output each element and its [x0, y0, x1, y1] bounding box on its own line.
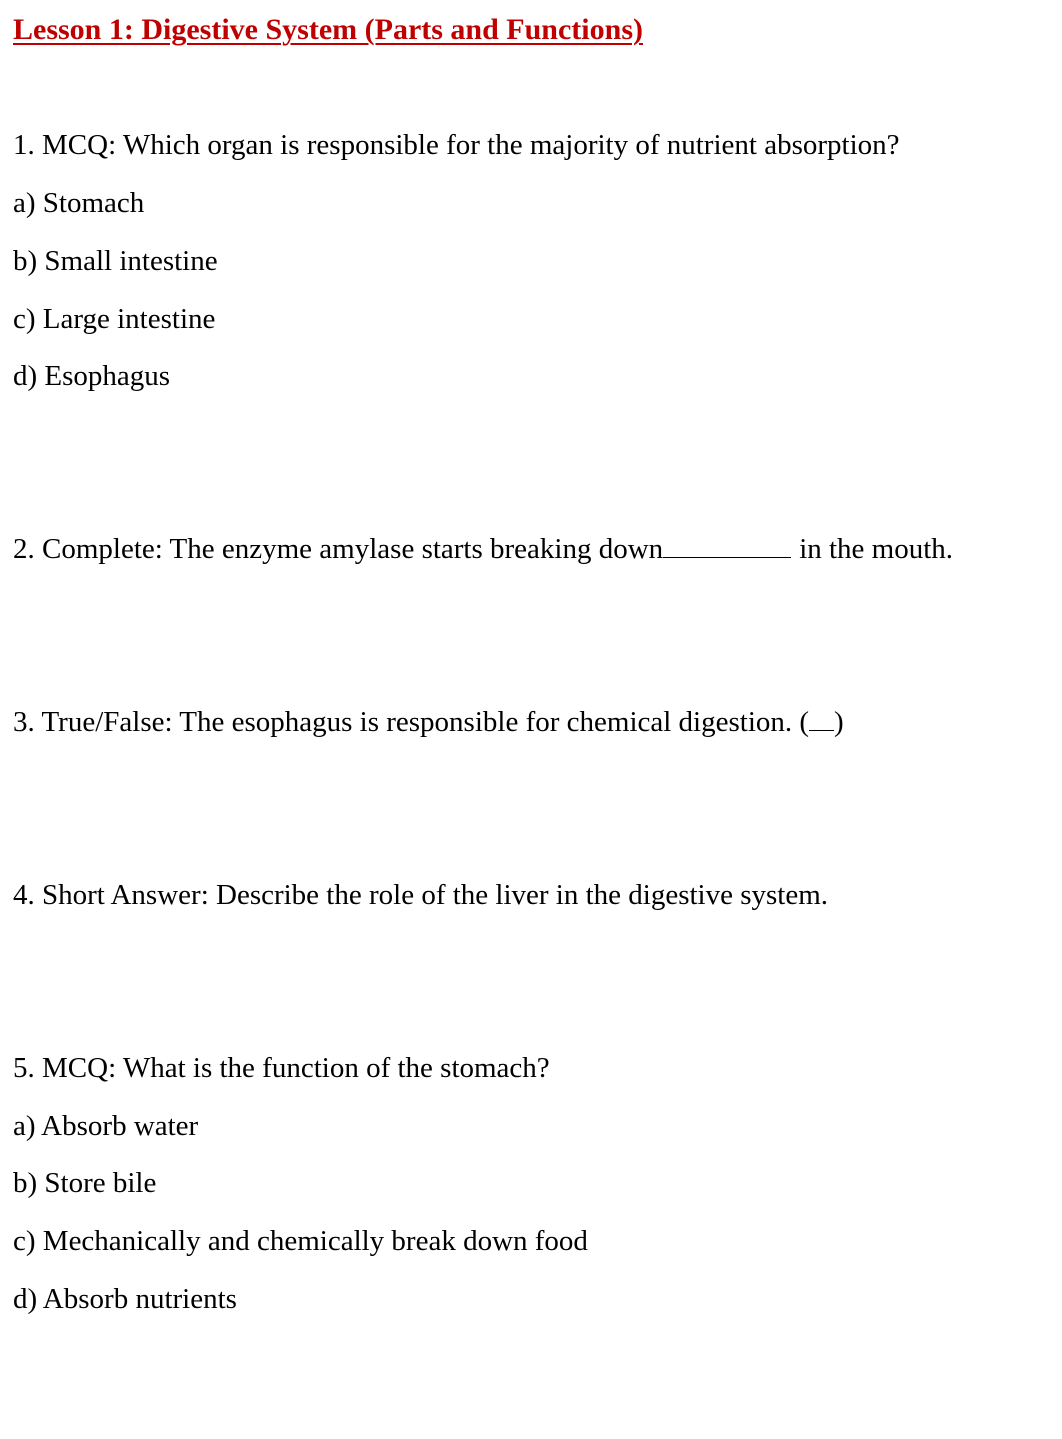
question-5-option-a: a) Absorb water [13, 1110, 199, 1142]
question-1-option-d: d) Esophagus [13, 360, 171, 392]
question-5-text: 5. MCQ: What is the function of the stomach? [13, 1052, 550, 1084]
question-1-text: 1. MCQ: Which organ is responsible for the majority of nutrient absorption? [13, 129, 900, 161]
question-5-option-b: b) Store bile [13, 1167, 157, 1199]
question-3-blank[interactable] [809, 729, 834, 731]
question-2 [13, 532, 953, 567]
question-3-text-before: 3. True/False: The esophagus is responsible for chemical digestion. ( [13, 706, 810, 738]
question-1-option-a: a) Stomach [13, 187, 145, 219]
question-2-text-after: in the mouth. [799, 533, 954, 565]
question-2-blank[interactable] [663, 556, 791, 558]
question-1-option-b: b) Small intestine [13, 245, 218, 277]
question-5-option-d: d) Absorb nutrients [13, 1283, 237, 1315]
question-3 [13, 705, 844, 740]
question-3-text-after: ) [834, 706, 844, 738]
question-1-option-c: c) Large intestine [13, 303, 216, 335]
question-5-option-c: c) Mechanically and chemically break down food [13, 1225, 588, 1257]
question-2-text-before: 2. Complete: The enzyme amylase starts breaking down [13, 533, 664, 565]
lesson-title: Lesson 1: Digestive System (Parts and Functions) [13, 13, 643, 46]
question-4-text: 4. Short Answer: Describe the role of the liver in the digestive system. [13, 879, 829, 911]
